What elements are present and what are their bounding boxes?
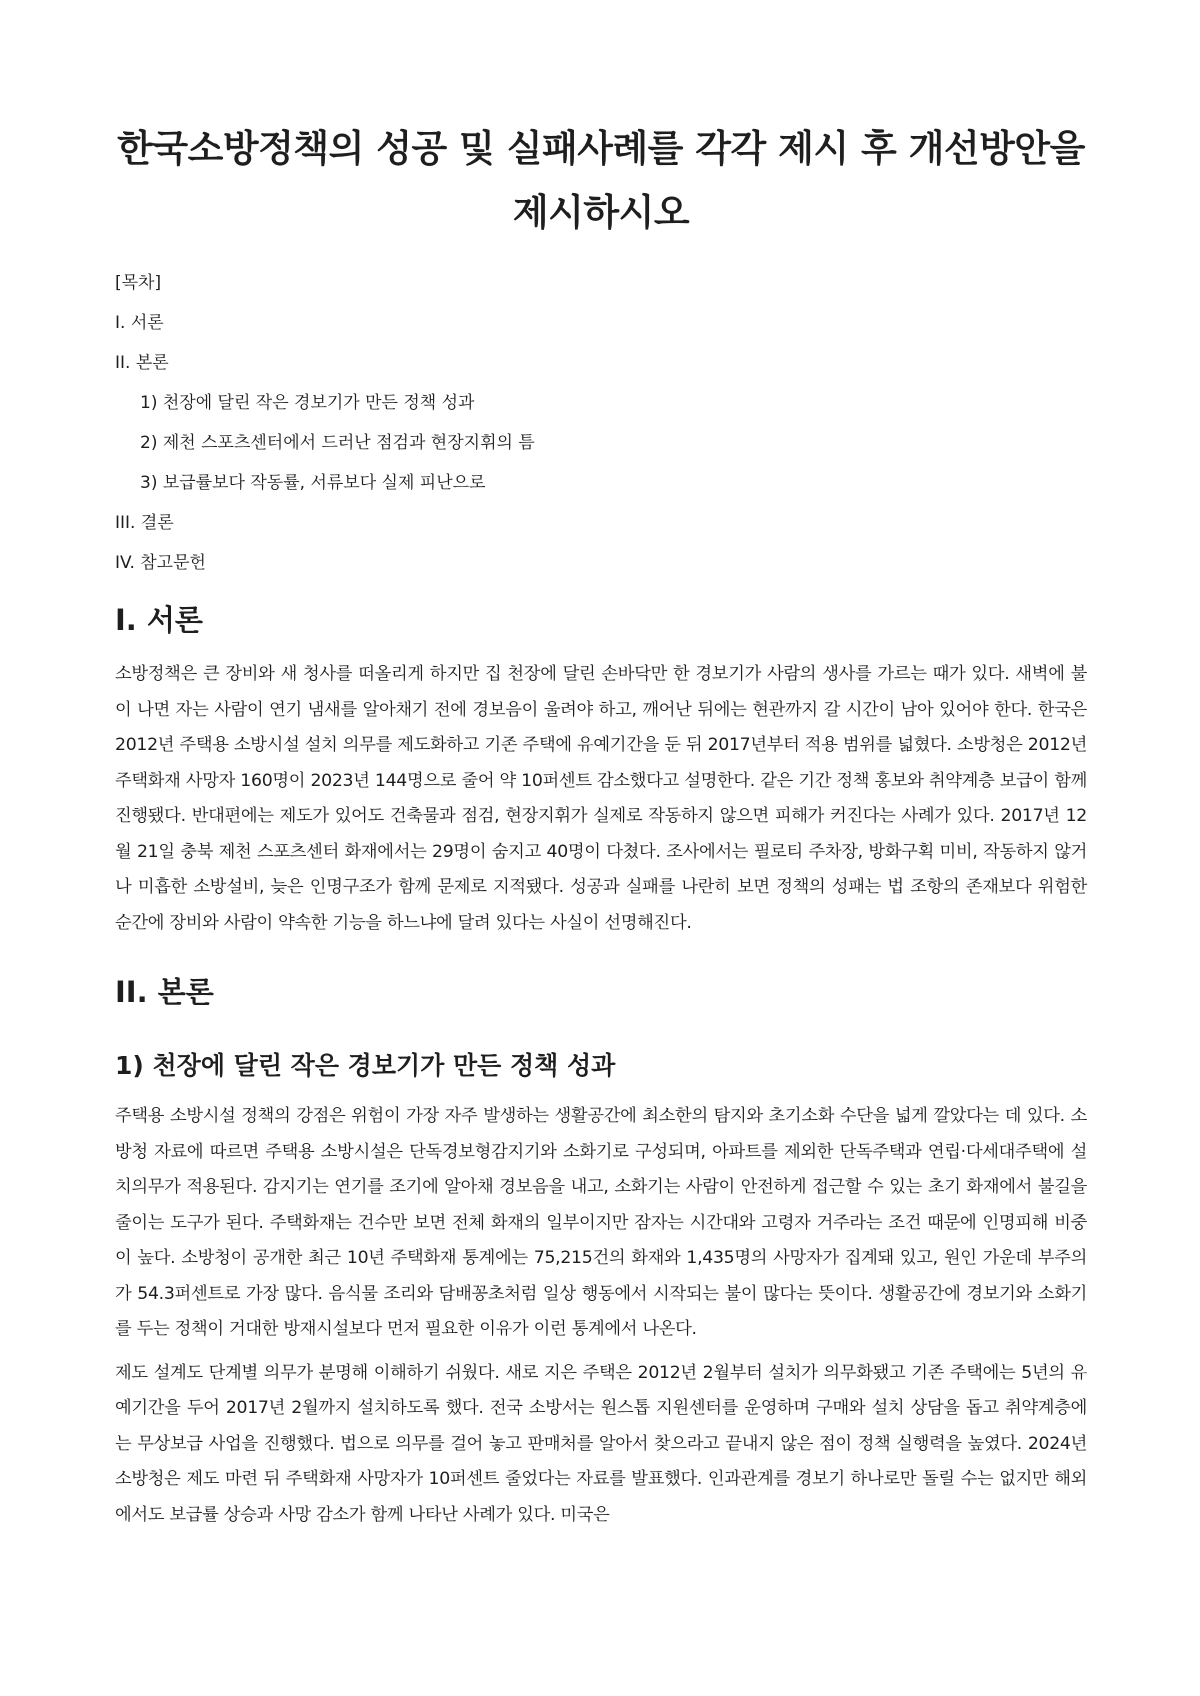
- intro-paragraph: 소방정책은 큰 장비와 새 청사를 떠올리게 하지만 집 천장에 달린 손바닥만 한 경보기가 사람의 생사를 가르는 때가 있다. 새벽에 불이 나면 자는 사람이 연기 냄새를 알아채기 전에 경보음이 울려야 하고, 깨어난 뒤에는 현관까지 갈 시간이 남아 있어야 한다. 한국은 2012년 주택용 소방시설 설치 의무를 제도화하고 기존 주택에 유예기간을 둔 뒤 2017년부터 적용 범위를 넓혔다. 소방청은 2012년 주택화재 사망자 160명이 2023년 144명으로 줄어 약 10퍼센트 감소했다고 설명한다. 같은 기간 정책 홍보와 취약계층 보급이 함께 진행됐다. 반대편에는 제도가 있어도 건축물과 점검, 현장지휘가 실제로 작동하지 않으면 피해가 커진다는 사례가 있다. 2017년 12월 21일 충북 제천 스포츠센터 화재에서는 29명이 숨지고 40명이 다쳤다. 조사에서는 필로티 주차장, 방화구획 미비, 작동하지 않거나 미흡한 소방설비, 늦은 인명구조가 함께 문제로 지적됐다. 성공과 실패를 나란히 보면 정책의 성패는 법 조항의 존재보다 위험한 순간에 장비와 사람이 약속한 기능을 하느냐에 달려 있다는 사실이 선명해진다.: [115, 664, 1087, 933]
- toc-item-references: IV. 참고문헌: [115, 553, 206, 573]
- toc-item-main-2: 2) 제천 스포츠센터에서 드러난 점검과 현장지휘의 틈: [140, 433, 535, 453]
- section-main: [115, 975, 1087, 1533]
- section-heading-main: II. 본론: [115, 975, 214, 1009]
- table-of-contents: [115, 273, 1087, 573]
- toc-item-intro: I. 서론: [115, 313, 164, 333]
- subsection-heading-1: 1) 천장에 달린 작은 경보기가 만든 정책 성과: [115, 1051, 616, 1080]
- toc-item-main: II. 본론: [115, 353, 169, 373]
- toc-item-conclusion: III. 결론: [115, 513, 174, 533]
- section-heading-intro: I. 서론: [115, 603, 203, 637]
- toc-item-main-1: 1) 천장에 달린 작은 경보기가 만든 정책 성과: [140, 393, 475, 413]
- toc-heading: [목차]: [115, 273, 162, 293]
- subsection-1-paragraph-1: 주택용 소방시설 정책의 강점은 위험이 가장 자주 발생하는 생활공간에 최소한의 탐지와 초기소화 수단을 넓게 깔았다는 데 있다. 소방청 자료에 따르면 주택용 소방시설은 단독경보형감지기와 소화기로 구성되며, 아파트를 제외한 단독주택과 연립·다세대주택에 설치의무가 적용된다. 감지기는 연기를 조기에 알아채 경보음을 내고, 소화기는 사람이 안전하게 접근할 수 있는 초기 화재에서 불길을 줄이는 도구가 된다. 주택화재는 건수만 보면 전체 화재의 일부이지만 잠자는 시간대와 고령자 거주라는 조건 때문에 인명피해 비중이 높다. 소방청이 공개한 최근 10년 주택화재 통계에는 75,215건의 화재와 1,435명의 사망자가 집계돼 있고, 원인 가운데 부주의가 54.3퍼센트로 가장 많다. 음식물 조리와 담배꽁초처럼 일상 행동에서 시작되는 불이 많다는 뜻이다. 생활공간에 경보기와 소화기를 두는 정책이 거대한 방재시설보다 먼저 필요한 이유가 이런 통계에서 나온다.: [115, 1106, 1087, 1339]
- subsection-1-paragraph-2: 제도 설계도 단계별 의무가 분명해 이해하기 쉬웠다. 새로 지은 주택은 2012년 2월부터 설치가 의무화됐고 기존 주택에는 5년의 유예기간을 두어 2017년 2월까지 설치하도록 했다. 전국 소방서는 원스톱 지원센터를 운영하며 구매와 설치 상담을 돕고 취약계층에는 무상보급 사업을 진행했다. 법으로 의무를 걸어 놓고 판매처를 알아서 찾으라고 끝내지 않은 점이 정책 실행력을 높였다. 2024년 소방청은 제도 마련 뒤 주택화재 사망자가 10퍼센트 줄었다는 자료를 발표했다. 인과관계를 경보기 하나로만 돌릴 수는 없지만 해외에서도 보급률 상승과 사망 감소가 함께 나타난 사례가 있다. 미국은: [115, 1362, 1087, 1525]
- toc-item-main-3: 3) 보급률보다 작동률, 서류보다 실제 피난으로: [140, 473, 486, 493]
- section-intro: [115, 603, 1087, 941]
- document-title: 한국소방정책의 성공 및 실패사례를 각각 제시 후 개선방안을 제시하시오: [117, 127, 1085, 234]
